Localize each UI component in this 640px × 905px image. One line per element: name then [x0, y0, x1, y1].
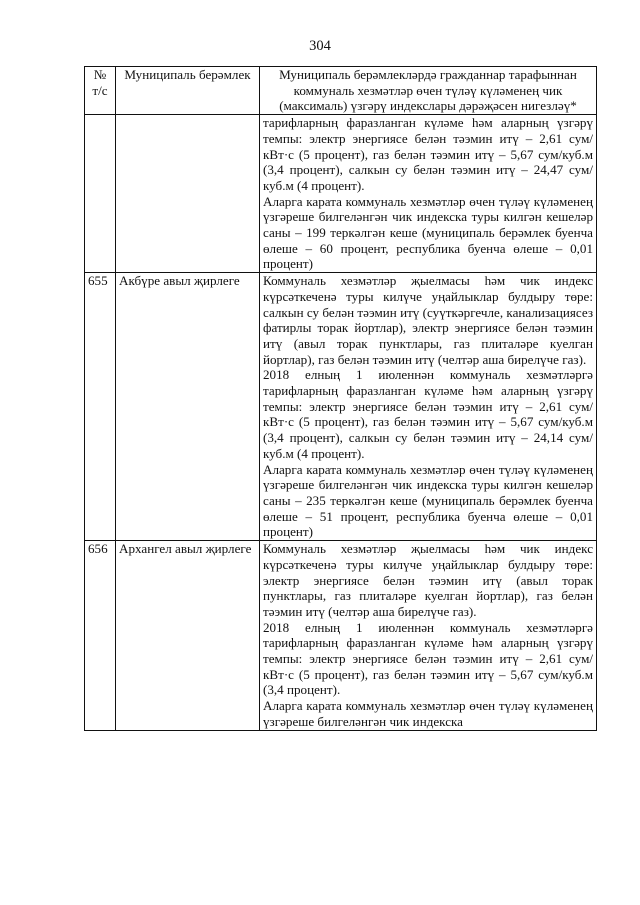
- row-number: [85, 115, 116, 273]
- table-header-row: [85, 67, 597, 115]
- row-number: 655: [85, 273, 116, 541]
- table-row: [85, 273, 597, 541]
- page-number: 304: [309, 38, 331, 54]
- municipal-index-table: [84, 66, 597, 731]
- row-number: 656: [85, 541, 116, 730]
- justification-paragraph: 2018 елның 1 июленнән коммуналь хезмәтләргә тарифларның фаразланган күләме һәм аларның үзгәрү темпы: электр энергиясе белән тәэмин итү – 2,61 сум/кВт·с (5 процент), газ белән тәэмин итү – 5,67 сум/куб.м (3,4 процент), салкын су белән тәэмин итү – 24,14 сум/куб.м (4 процент).: [263, 367, 593, 461]
- row-justification: [260, 115, 597, 273]
- table-row: [85, 115, 597, 273]
- justification-paragraph: Аларга карата коммуналь хезмәтләр өчен түләү күләменең үзгәреше билгеләнгән чик индекска: [263, 698, 593, 729]
- justification-paragraph: Аларга карата коммуналь хезмәтләр өчен түләү күләменең үзгәреше билгеләнгән чик индекска туры килгән кешеләр саны – 199 теркәлгән кеше (муниципаль берәмлек буенча өлеше – 60 процент, республика буенча өлеше – 0,01 процент): [263, 193, 593, 272]
- justification-paragraph: 2018 елның 1 июленнән коммуналь хезмәтләргә тарифларның фаразланган күләме һәм аларның үзгәрү темпы: электр энергиясе белән тәэмин итү – 2,61 сум/кВт·с (5 процент), газ белән тәэмин итү – 5,67 сум/куб.м (3,4 процент).: [263, 619, 593, 698]
- justification-paragraph: тарифларның фаразланган күләме һәм аларның үзгәрү темпы: электр энергиясе белән тәэмин итү – 2,61 сум/кВт·с (5 процент), газ белән тәэмин итү – 5,67 сум/куб.м (3,4 процент), салкын су белән тәэмин итү – 24,47 сум/куб.м (4 процент).: [263, 115, 593, 193]
- row-municipality: [116, 115, 260, 273]
- header-justification: Муниципаль берәмлекләрдә гражданнар тарафыннан коммуналь хезмәтләр өчен түләү күләменең чик (максималь) үзгәрү индекслары дәрәҗәсен нигезләү*: [260, 67, 597, 115]
- row-municipality: Архангел авыл җирлеге: [116, 541, 260, 730]
- header-number: № т/с: [85, 67, 116, 115]
- header-municipality: Муниципаль берәмлек: [116, 67, 260, 115]
- justification-paragraph: Коммуналь хезмәтләр җыелмасы һәм чик индекс күрсәткеченә туры килүче уңайлыклар булдыру төре: салкын су белән тәэмин итү (суүткәргечле, канализациясез фатирлы торак йортлар), электр энергиясе белән тәэмин итү (авыл торак пунктлары, газ плиталәре куелган йортлар), газ белән тәэмин итү (челтәр аша бирелүче газ).: [263, 273, 593, 367]
- row-justification: [260, 541, 597, 730]
- row-justification: [260, 273, 597, 541]
- row-municipality: Акбүре авыл җирлеге: [116, 273, 260, 541]
- justification-paragraph: Аларга карата коммуналь хезмәтләр өчен түләү күләменең үзгәреше билгеләнгән чик индекска туры килгән кешеләр саны – 235 теркәлгән кеше (муниципаль берәмлек буенча өлеше – 51 процент, республика буенча өлеше – 0,01 процент): [263, 461, 593, 540]
- table-row: [85, 541, 597, 730]
- justification-paragraph: Коммуналь хезмәтләр җыелмасы һәм чик индекс күрсәткеченә туры килүче уңайлыклар булдыру төре: электр энергиясе белән тәэмин итү (авыл торак пунктлары, газ плиталәре куелган йортлар), газ белән тәэмин итү (челтәр аша бирелүче газ).: [263, 541, 593, 619]
